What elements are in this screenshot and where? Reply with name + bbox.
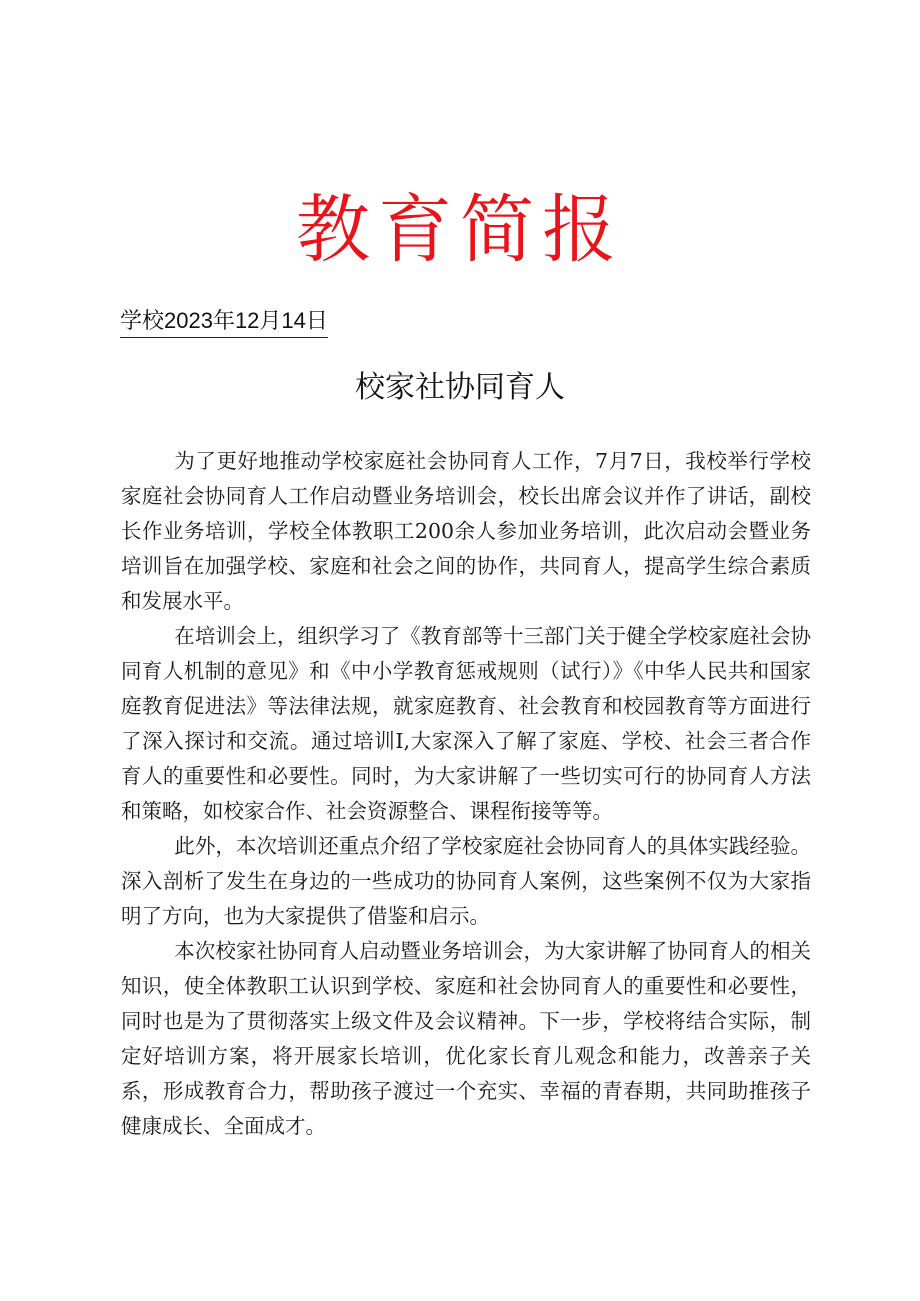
paragraph: 此外，本次培训还重点介绍了学校家庭社会协同育人的具体实践经验。深入剖析了发生在身边的一些成功的协同育人案例，这些案例不仅为大家指明了方向，也为大家提供了借鉴和启示。: [121, 834, 811, 928]
paragraph: 本次校家社协同育人启动暨业务培训会，为大家讲解了协同育人的相关知识，使全体教职工认识到学校、家庭和社会协同育人的重要性和必要性，同时也是为了贯彻落实上级文件及会议精神。下一步，学校将结合实际，制定好培训方案，将开展家长培训，优化家长育儿观念和能力，改善亲子关系，形成教育合力，帮助孩子渡过一个充实、幸福的青春期，共同助推孩子健康成长、全面成才。: [121, 939, 811, 1138]
article-title: 校家社协同育人: [355, 370, 565, 405]
paragraph: 在培训会上，组织学习了《教育部等十三部门关于健全学校家庭社会协同育人机制的意见》和《中小学教育惩戒规则（试行）》《中华人民共和国家庭教育促进法》等法律法规，就家庭教育、社会教育和校园教育等方面进行了深入探讨和交流。通过培训I,大家深入了解了家庭、学校、社会三者合作育人的重要性和必要性。同时，为大家讲解了一些切实可行的协同育人方法和策略，如校家合作、社会资源整合、课程衔接等等。: [121, 624, 811, 823]
masthead-title: 教育简报: [296, 187, 624, 273]
issue-date-line: 学校2023年12月14日: [120, 306, 328, 338]
paragraph: 为了更好地推动学校家庭社会协同育人工作，7月7日，我校举行学校家庭社会协同育人工作启动暨业务培训会，校长出席会议并作了讲话，副校长作业务培训，学校全体教职工200余人参加业务培训，此次启动会暨业务培训旨在加强学校、家庭和社会之间的协作，共同育人，提高学生综合素质和发展水平。: [121, 449, 811, 613]
article-body: [121, 444, 811, 1144]
